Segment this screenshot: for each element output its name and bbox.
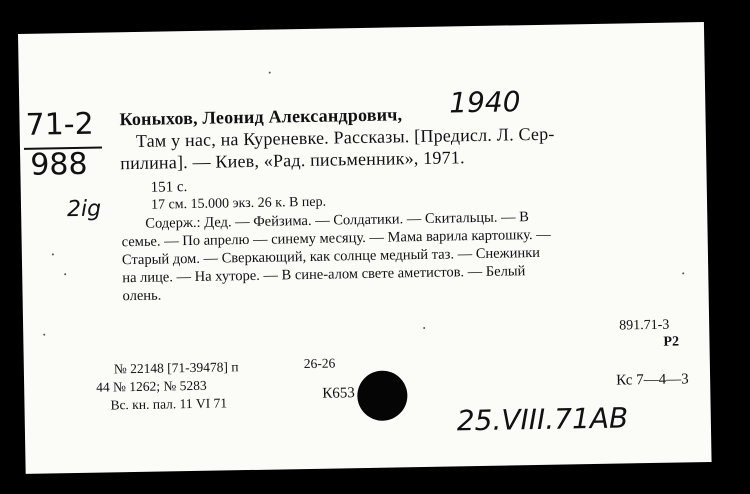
ks-code: Кс 7—4—3 (616, 371, 689, 389)
author-heading: Коныхов, Леонид Александрович, (119, 104, 403, 130)
footer-line-1: № 22148 [71-39478] п (113, 359, 239, 377)
contents-line-2: семье. — По апрелю — синему месяцу. — Мама варила картошку. — (121, 226, 551, 251)
handwritten-date: 25.VIII.71AB (456, 401, 629, 438)
handwritten-mark: 2ig (66, 196, 102, 223)
footer-line-2: 44 № 1262; № 5283 (96, 377, 207, 395)
title-line-2: пилина]. — Киев, «Рад. письменник», 1971. (120, 147, 465, 174)
scan-speck (423, 327, 425, 329)
bbk-index: Р2 (663, 334, 680, 350)
catalog-card (18, 22, 712, 474)
handwritten-call-number-bottom: 988 (29, 146, 88, 183)
udc-index: 891.71-3 (619, 317, 670, 334)
format-line: 17 см. 15.000 экз. 26 к. В пер. (150, 194, 327, 213)
scan-speck (269, 72, 271, 74)
punch-hole (357, 370, 408, 421)
contents-line-5: олень. (122, 287, 162, 305)
footer-code: К653 (322, 385, 355, 402)
contents-line-3: Старый дом. — Сверкающий, как солнце медный таз. — Снежинки (121, 244, 541, 269)
handwritten-call-number-top: 71-2 (25, 106, 94, 143)
scan-speck (52, 253, 54, 255)
contents-line-1: Содерж.: Дед. — Фейзима. — Солдатики. — Скитальцы. — В (145, 209, 530, 232)
handwritten-year: 1940 (448, 85, 521, 120)
scan-speck (64, 273, 66, 275)
scan-speck (682, 272, 684, 274)
title-line-1: Там у нас, на Куреневке. Рассказы. [Предисл. Л. Сер- (135, 123, 555, 151)
footer-line-1-right: 26-26 (303, 355, 336, 372)
footer-line-3: Вс. кн. пал. 11 VI 71 (110, 395, 228, 413)
contents-line-4: на лице. — На хуторе. — В сине-алом свете аметистов. — Белый (122, 263, 526, 287)
pages: 151 с. (150, 179, 188, 196)
scan-speck (43, 334, 45, 336)
